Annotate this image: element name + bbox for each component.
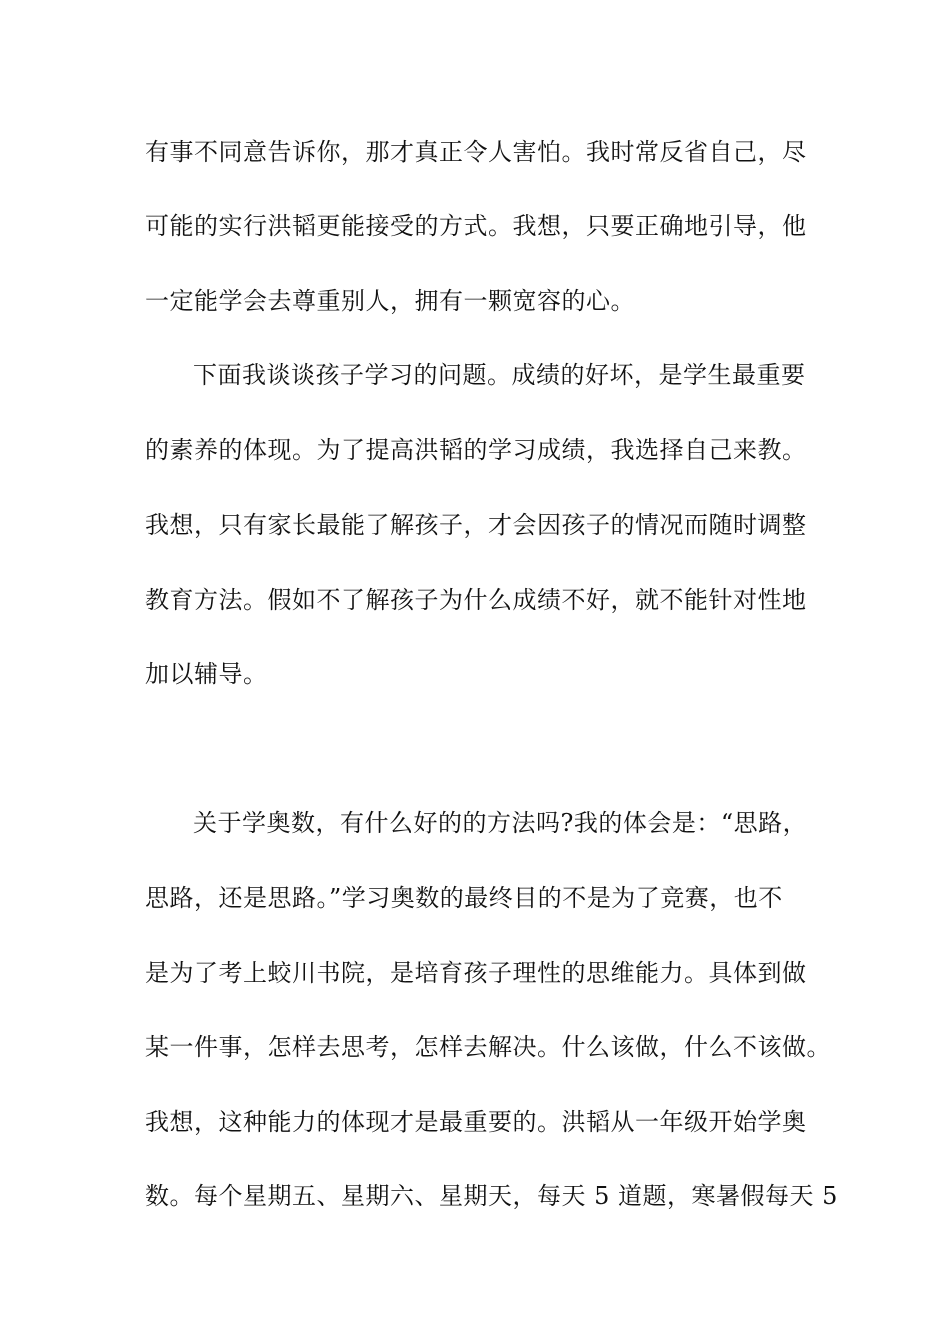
text-line: 我想，这种能力的体现才是最重要的。洪韬从一年级开始学奥 [145, 1108, 807, 1136]
paragraph-first-line: 关于学奥数，有什么好的的方法吗?我的体会是：“思路， [193, 809, 808, 837]
text-line: 教育方法。假如不了解孩子为什么成绩不好，就不能针对性地 [145, 586, 807, 614]
text-line: 加以辅导。 [145, 660, 268, 688]
text-line: 我想，只有家长最能了解孩子，才会因孩子的情况而随时调整 [145, 511, 807, 539]
paragraph-first-line: 下面我谈谈孩子学习的问题。成绩的好坏，是学生最重要 [193, 361, 806, 389]
text-line: 某一件事，怎样去思考，怎样去解决。什么该做，什么不该做。 [145, 1033, 831, 1061]
text-line: 可能的实行洪韬更能接受的方式。我想，只要正确地引导，他 [145, 212, 807, 240]
text-line: 有事不同意告诉你，那才真正令人害怕。我时常反省自己，尽 [145, 138, 807, 166]
text-line: 的素养的体现。为了提高洪韬的学习成绩，我选择自己来教。 [145, 436, 807, 464]
text-line: 数。每个星期五、星期六、星期天，每天 5 道题，寒暑假每天 5 [145, 1182, 838, 1210]
text-line: 一定能学会去尊重别人，拥有一颗宽容的心。 [145, 287, 635, 315]
text-line: 是为了考上蛟川书院，是培育孩子理性的思维能力。具体到做 [145, 959, 807, 987]
text-line: 思路，还是思路。”学习奥数的最终目的不是为了竞赛，也不 [145, 884, 783, 912]
